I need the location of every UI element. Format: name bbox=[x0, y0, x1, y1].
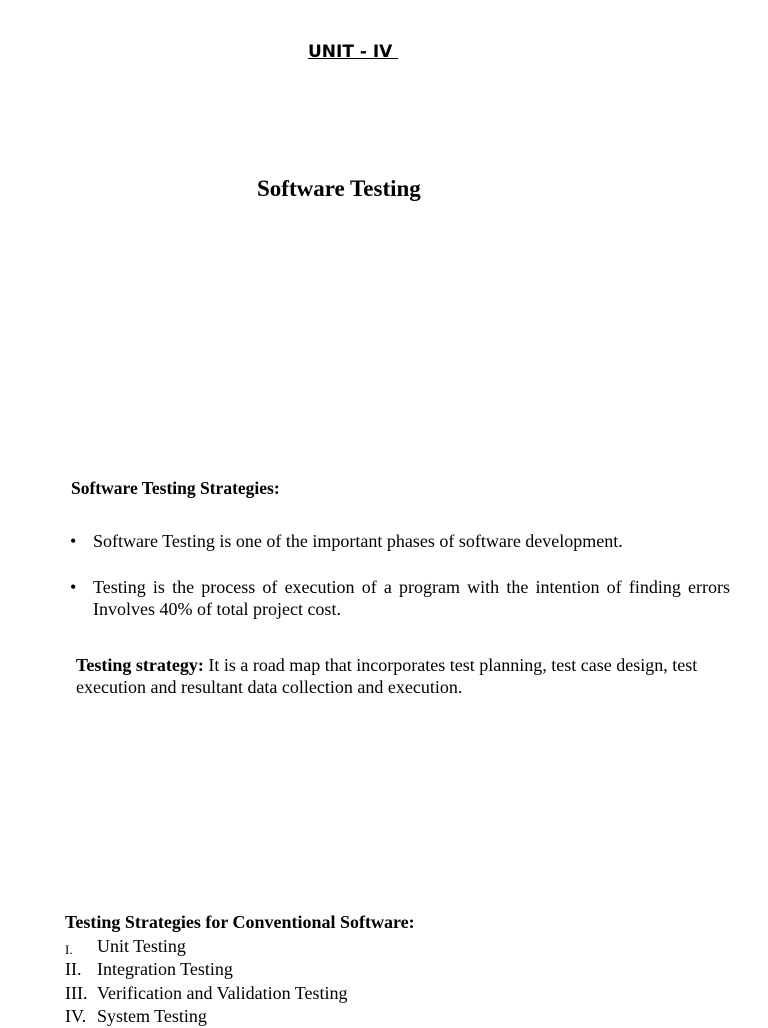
bullet-icon: • bbox=[70, 577, 77, 597]
testing-strategy-term: Testing strategy: bbox=[76, 655, 204, 675]
list-label: Unit Testing bbox=[97, 936, 186, 956]
strategies-heading: Software Testing Strategies: bbox=[71, 478, 280, 498]
list-label: Integration Testing bbox=[97, 959, 233, 980]
conventional-strategies-list bbox=[65, 935, 348, 1028]
list-number: II. bbox=[65, 959, 82, 980]
page-title: Software Testing bbox=[257, 176, 421, 201]
list-label: System Testing bbox=[97, 1005, 207, 1026]
conventional-strategies-heading: Testing Strategies for Conventional Software: bbox=[65, 912, 415, 932]
list-item bbox=[65, 1005, 348, 1028]
list-label: Verification and Validation Testing bbox=[97, 982, 348, 1003]
list-number: III. bbox=[65, 982, 88, 1003]
bullet-text: Software Testing is one of the important phases of software development. bbox=[93, 531, 623, 551]
bullet-icon: • bbox=[70, 531, 77, 551]
bullet-text: Testing is the process of execution of a program with the intention of finding errors Involves 40% of total project cost. bbox=[93, 577, 730, 619]
strategies-bullet-list bbox=[70, 530, 730, 644]
testing-strategy-definition: It is a road map that incorporates test planning, test case design, test execution and resultant data collection and execution. bbox=[76, 655, 698, 697]
list-number: I. bbox=[65, 942, 73, 957]
list-item bbox=[70, 576, 730, 620]
list-item bbox=[65, 958, 348, 981]
list-item bbox=[65, 935, 348, 958]
testing-strategy-paragraph bbox=[76, 654, 741, 698]
list-item bbox=[65, 982, 348, 1005]
list-number: IV. bbox=[65, 1005, 87, 1026]
list-item bbox=[70, 530, 730, 552]
unit-heading: UNIT - IV bbox=[308, 42, 399, 62]
